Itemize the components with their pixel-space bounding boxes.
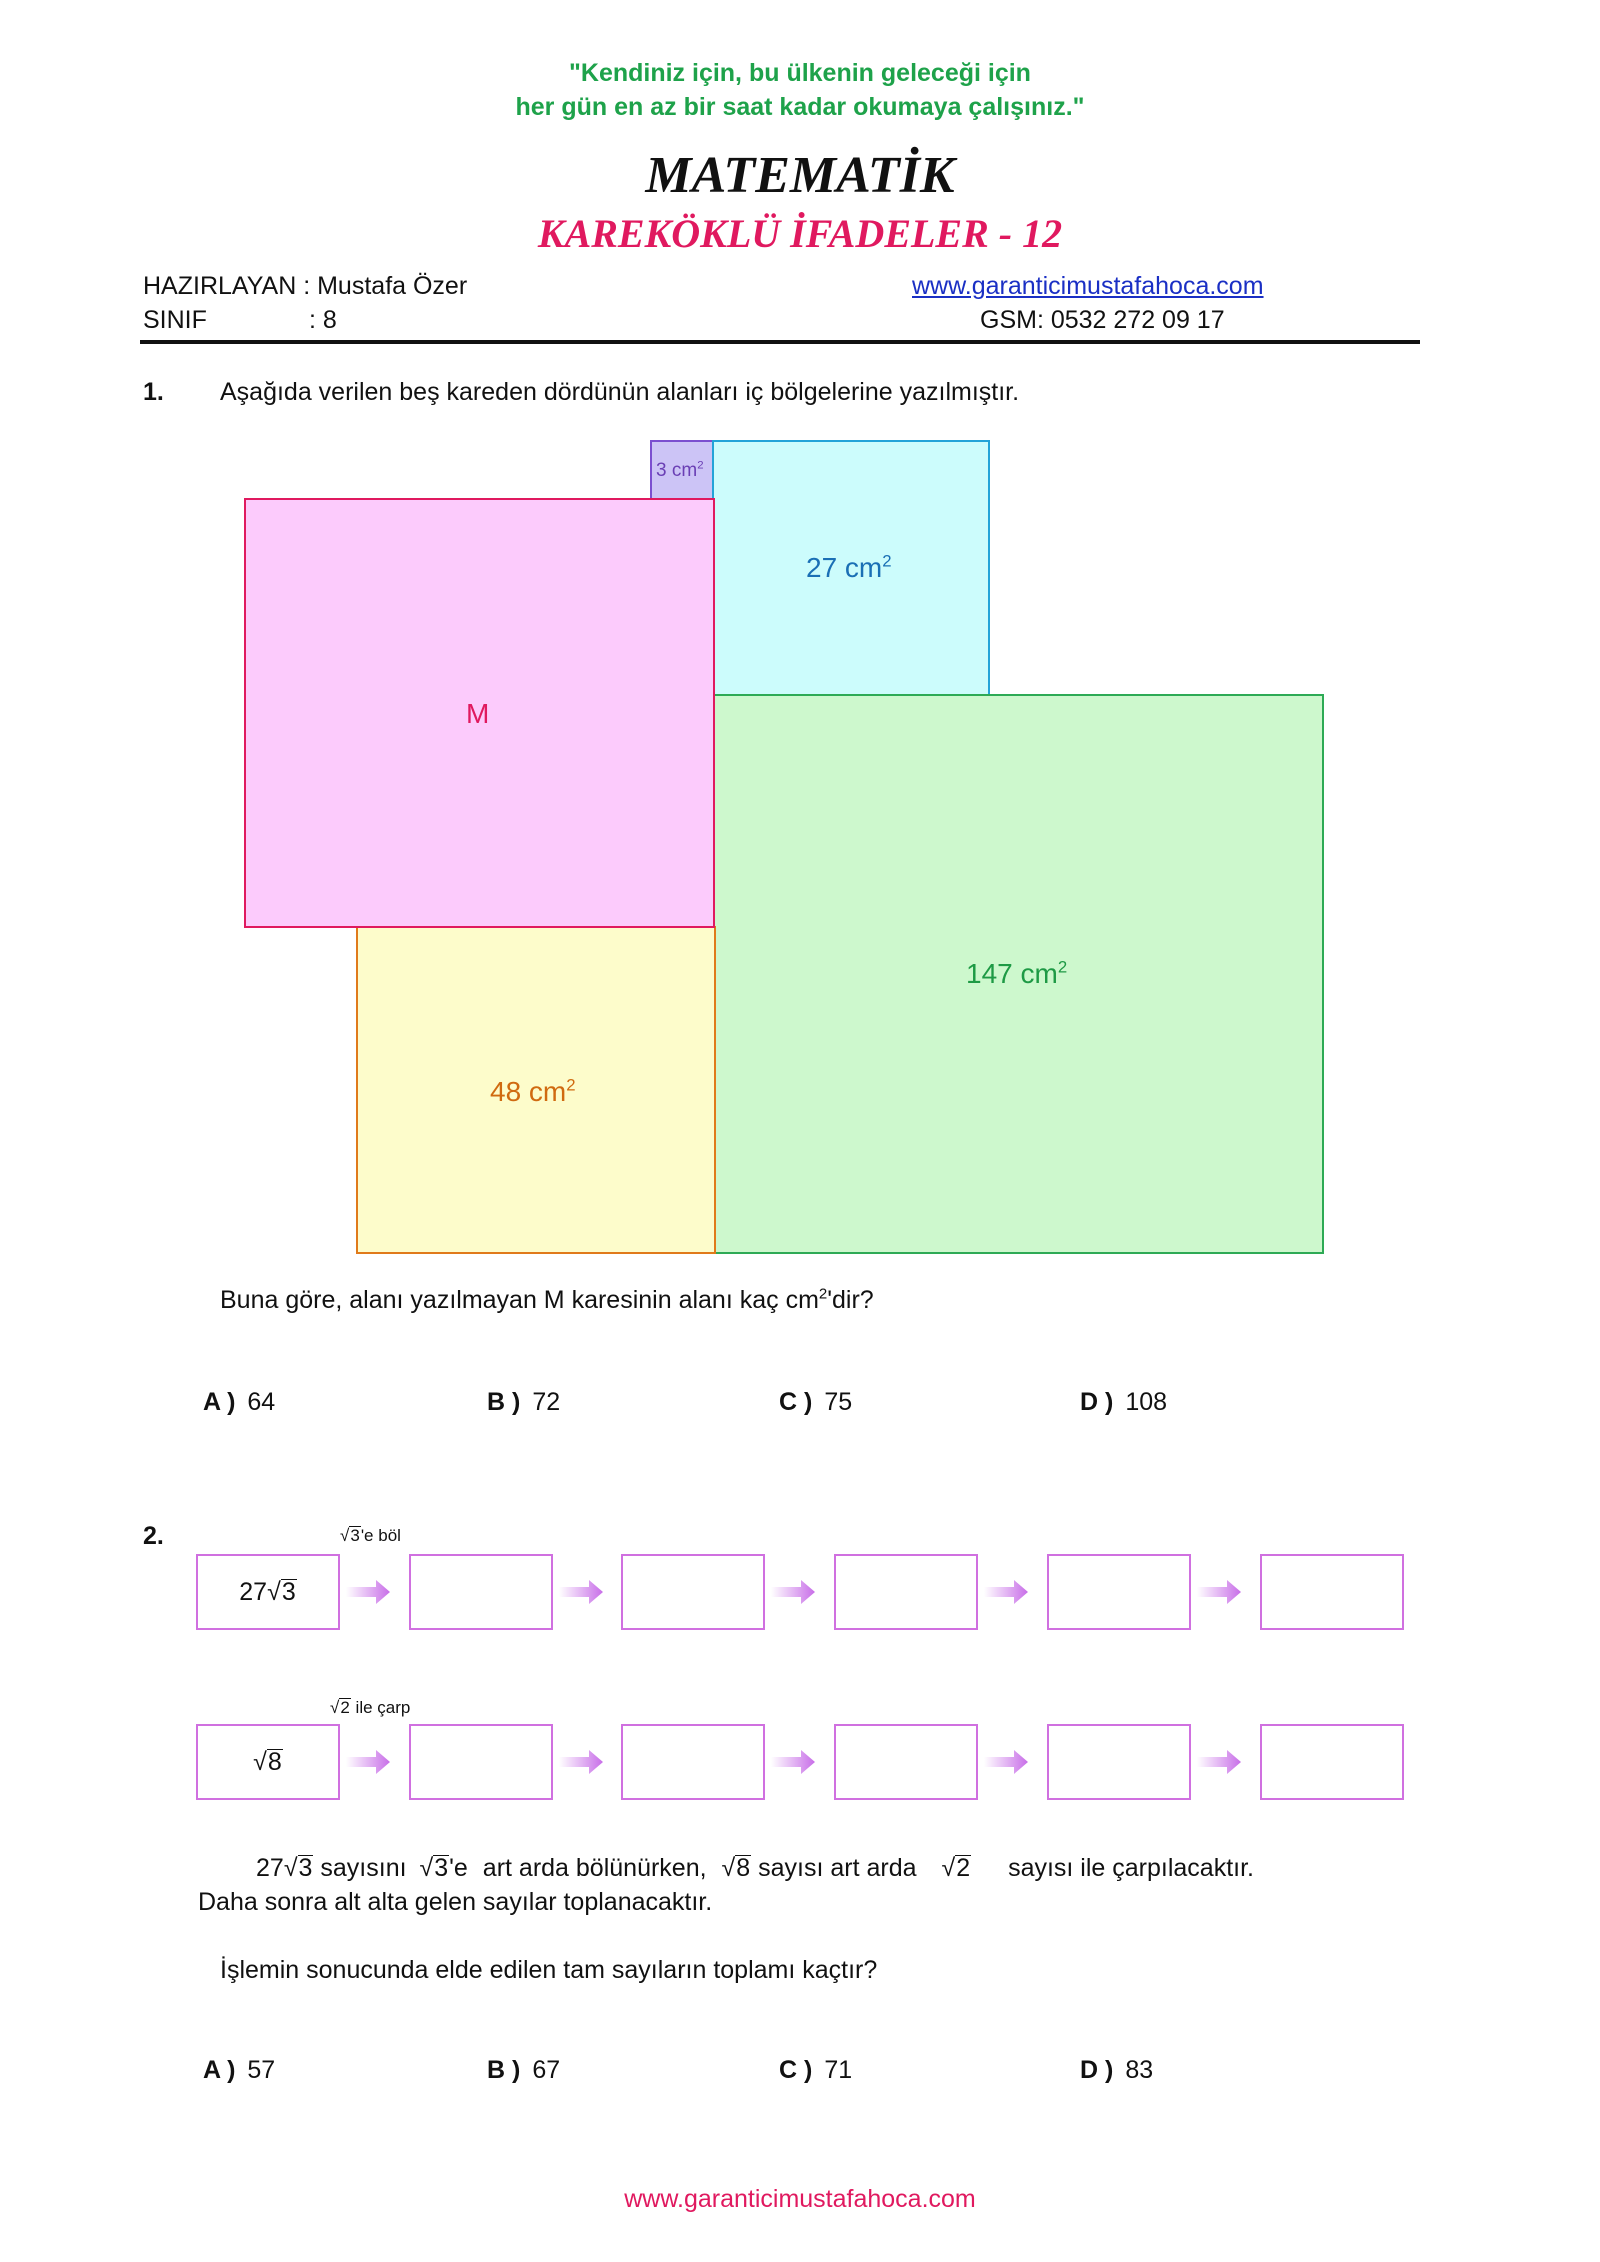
- row-2-box-4[interactable]: [834, 1724, 978, 1800]
- class-label: SINIF: [143, 306, 207, 334]
- row-2-box-6[interactable]: [1260, 1724, 1404, 1800]
- row-2-box-5[interactable]: [1047, 1724, 1191, 1800]
- row-1-start-value: 27√3: [239, 1578, 296, 1606]
- arrow-icon: [984, 1747, 1028, 1777]
- page-subtitle: KAREKÖKLÜ İFADELER - 12: [537, 211, 1063, 256]
- q2-option-c[interactable]: C ) 71: [779, 2056, 853, 2084]
- row-2-operation-label: √2 ile çarp: [330, 1698, 411, 1717]
- square-147cm2: [712, 694, 1324, 1254]
- square-m-label: M: [466, 698, 490, 729]
- arrow-icon: [984, 1577, 1028, 1607]
- question-2-description-line-1: 27√3 sayısını √3'e art arda bölünürken, √8 sayısı art arda √2 sayısı ile çarpılacaktır.: [256, 1854, 1254, 1882]
- q1-option-b[interactable]: B ) 72: [487, 1388, 561, 1416]
- square-3cm2-label: 3 $cm^2$: [656, 459, 704, 481]
- motto-line-2: her gün en az bir saat kadar okumaya çalışınız.": [515, 93, 1085, 121]
- website-link[interactable]: www.garanticimustafahoca.com: [912, 272, 1264, 300]
- class-value: : 8: [309, 306, 337, 334]
- q1-option-c[interactable]: C ) 75: [779, 1388, 853, 1416]
- motto-line-1: "Kendiniz için, bu ülkenin geleceği için: [569, 59, 1031, 87]
- row-1-box-5[interactable]: [1047, 1554, 1191, 1630]
- square-m: [244, 498, 715, 928]
- square-27cm2-label: 27 $cm^2$: [806, 551, 892, 583]
- arrow-icon: [1197, 1577, 1241, 1607]
- square-48cm2: [356, 926, 716, 1254]
- prepared-by: HAZIRLAYAN : Mustafa Özer: [143, 272, 468, 300]
- row-1-box-3[interactable]: [621, 1554, 765, 1630]
- q2-option-d[interactable]: D ) 83: [1080, 2056, 1154, 2084]
- gsm-number: GSM: 0532 272 09 17: [980, 306, 1225, 334]
- square-27cm2: [712, 440, 990, 696]
- question-1-text: Aşağıda verilen beş kareden dördünün alanları iç bölgelerine yazılmıştır.: [220, 378, 1020, 406]
- page-title: MATEMATİK: [645, 147, 955, 204]
- square-48cm2-label: 48 $cm^2$: [490, 1075, 576, 1107]
- question-2-prompt: İşlemin sonucunda elde edilen tam sayıların toplamı kaçtır?: [220, 1956, 878, 1984]
- square-3cm2: [650, 440, 714, 500]
- q2-option-b[interactable]: B ) 67: [487, 2056, 561, 2084]
- q2-option-a[interactable]: A ) 57: [203, 2056, 276, 2084]
- q1-option-a[interactable]: A ) 64: [203, 1388, 276, 1416]
- row-2-box-3[interactable]: [621, 1724, 765, 1800]
- square-147cm2-label: 147 $cm^2$: [966, 957, 1068, 989]
- row-1-box-2[interactable]: [409, 1554, 553, 1630]
- header-divider: [140, 340, 1420, 344]
- arrow-icon: [346, 1747, 390, 1777]
- arrow-icon: [1197, 1747, 1241, 1777]
- arrow-icon: [346, 1577, 390, 1607]
- arrow-icon: [771, 1747, 815, 1777]
- question-2-description-line-2: Daha sonra alt alta gelen sayılar toplanacaktır.: [198, 1888, 713, 1916]
- row-1-box-4[interactable]: [834, 1554, 978, 1630]
- q1-option-d[interactable]: D ) 108: [1080, 1388, 1168, 1416]
- row-1-box-6[interactable]: [1260, 1554, 1404, 1630]
- question-1-number: 1.: [143, 378, 164, 406]
- question-2-number: 2.: [143, 1522, 164, 1550]
- row-2-box-2[interactable]: [409, 1724, 553, 1800]
- row-1-operation-label: √3'e böl: [340, 1526, 401, 1545]
- footer-website: www.garanticimustafahoca.com: [624, 2185, 976, 2213]
- arrow-icon: [559, 1747, 603, 1777]
- row-2-start-value: √8: [253, 1748, 282, 1776]
- arrow-icon: [559, 1577, 603, 1607]
- arrow-icon: [771, 1577, 815, 1607]
- question-1-prompt: Buna göre, alanı yazılmayan M karesinin alanı kaç $cm^2'dir$?: [220, 1285, 874, 1314]
- row-1-box-1: [196, 1554, 340, 1630]
- row-2-box-1: [196, 1724, 340, 1800]
